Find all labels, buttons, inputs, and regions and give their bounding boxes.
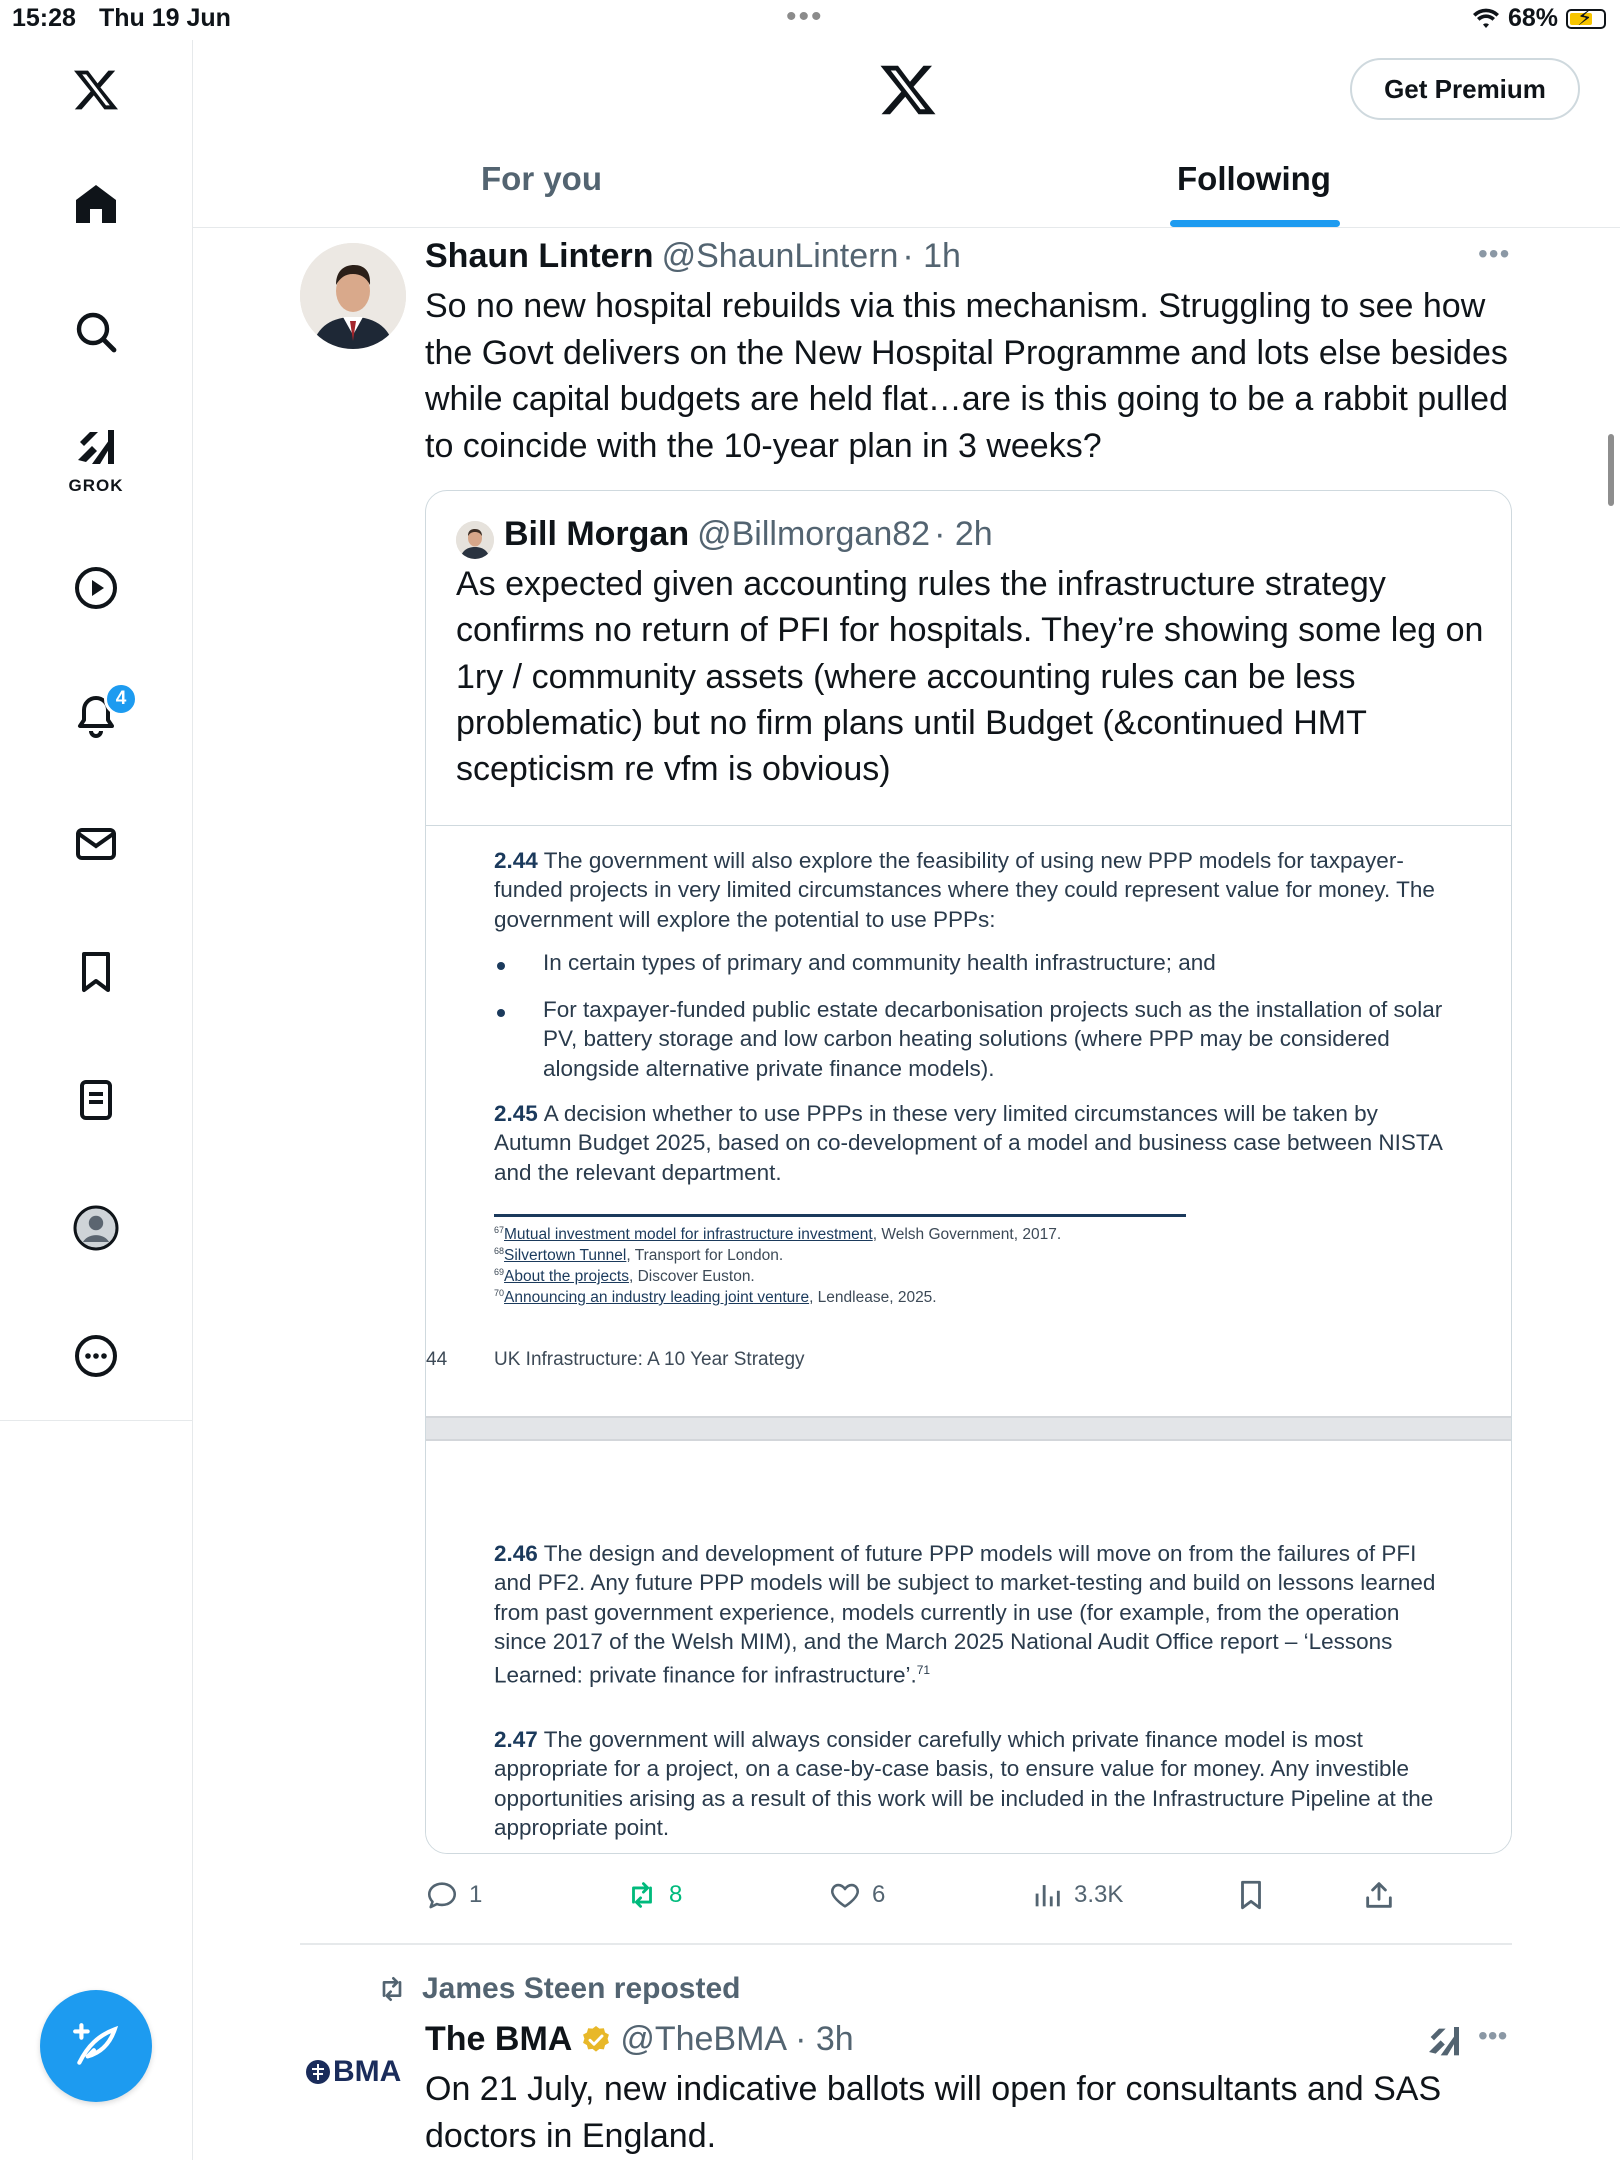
heart-icon	[828, 1878, 862, 1912]
quote-author-avatar[interactable]	[456, 521, 494, 559]
multitasking-dots-icon[interactable]: •••	[786, 0, 824, 33]
bookmarks-icon[interactable]	[66, 942, 126, 1002]
quote-author-line[interactable]	[504, 515, 993, 554]
status-time: 15:28	[12, 4, 76, 32]
repost-icon	[625, 1878, 659, 1912]
post-more-icon[interactable]: •••	[1478, 238, 1511, 269]
doc-footnote: $^{67}$Mutual investment model for infrastructure investment, Welsh Government, 2017.	[494, 1225, 1062, 1244]
feather-plus-icon	[71, 2021, 121, 2071]
quote-author-name[interactable]: Bill Morgan	[504, 515, 690, 553]
messages-envelope-icon[interactable]	[66, 814, 126, 874]
get-premium-button[interactable]: Get Premium	[1350, 58, 1580, 120]
doc-paragraph-2-47: 2.47 The government will always consider carefully which private finance model is most appropriate for a project, on a case-by-case basis, to ensure value for money. Any investible opportunities arising as a result of this work will be included in the Infrastructure Pipeline at the appropriate point.	[494, 1727, 1434, 1840]
grok-explain-icon[interactable]	[1424, 2022, 1464, 2062]
post-more-icon[interactable]: •••	[1478, 2020, 1508, 2051]
bookmark-button[interactable]	[1234, 1875, 1268, 1915]
tweet2-author-name[interactable]: The BMA	[425, 2020, 573, 2058]
quote-text: As expected given accounting rules the infrastructure strategy confirms no return of PFI for hospitals. They’re showing some leg on 1ry / community assets (where accounting rules can be less problematic) but no firm plans until Budget (&continued HMT scepticism re vfm is obvious)	[456, 565, 1484, 789]
status-date: Thu 19 Jun	[99, 4, 231, 32]
post-time[interactable]: · 1h	[902, 237, 961, 275]
status-indicators	[1472, 4, 1606, 33]
wifi-icon	[1472, 8, 1500, 30]
doc-footnote: $^{69}$About the projects, Discover Euston.	[494, 1267, 755, 1286]
doc-footnote-rule	[494, 1214, 1186, 1217]
doc-footnote: $^{70}$Announcing an industry leading joint venture, Lendlease, 2025.	[494, 1288, 937, 1307]
quoted-tweet[interactable]	[425, 490, 1512, 1854]
doc-page-number: 44	[426, 1349, 448, 1370]
author-name[interactable]: Shaun Lintern	[425, 237, 654, 275]
view-count: 3.3K	[1074, 1881, 1124, 1908]
sidebar-divider	[0, 1420, 192, 1421]
battery-charging-icon: ⚡	[1566, 9, 1606, 29]
bookmark-icon	[1234, 1878, 1268, 1912]
tweet2-author-handle[interactable]: @TheBMA	[620, 2020, 788, 2058]
tweet2-time[interactable]: · 3h	[795, 2020, 854, 2058]
author-avatar[interactable]	[300, 243, 406, 349]
like-count: 6	[872, 1881, 886, 1908]
tweet2-text: On 21 July, new indicative ballots will open for consultants and SAS doctors in England.	[425, 2070, 1442, 2155]
reply-bubble-icon	[425, 1878, 459, 1912]
views-chart-icon	[1030, 1878, 1064, 1912]
doc-footnote: $^{68}$Silvertown Tunnel, Transport for London.	[494, 1246, 784, 1265]
x-header-logo-icon[interactable]	[878, 60, 938, 120]
doc-paragraph-2-46: 2.46 The design and development of future PPP models will move on from the failures of PFI and PF2. Any future PPP models will be subject to market-testing and build on lessons learned from past government experience, models currently in use (for example, from the operation since 2017 of the Welsh MIM), and the March 2025 National Audit Office report – ‘Lessons Learned: private finance for infrastructure’.$^{71}$	[494, 1541, 1436, 1688]
share-upload-icon	[1362, 1878, 1396, 1912]
lists-icon[interactable]	[66, 1070, 126, 1130]
doc-bullet	[497, 962, 505, 970]
doc-bullet	[497, 1009, 505, 1017]
reply-button[interactable]	[425, 1875, 482, 1915]
repost-context[interactable]	[376, 1972, 740, 2006]
doc-bullet-1: In certain types of primary and community health infrastructure; and	[543, 950, 1216, 975]
bma-emblem-icon	[305, 2059, 331, 2085]
repost-icon	[376, 1973, 408, 2005]
more-options-icon[interactable]	[66, 1326, 126, 1386]
like-button[interactable]	[828, 1875, 885, 1915]
doc-paragraph-2-45: 2.45 A decision whether to use PPPs in these very limited circumstances will be taken by Autumn Budget 2025, based on co-development of a model and business case between NISTA and the relevant department.	[494, 1101, 1442, 1185]
bma-avatar-logo[interactable]: BMA	[305, 2055, 401, 2089]
tab-for-you[interactable]: For you	[481, 160, 602, 197]
doc-page-title: UK Infrastructure: A 10 Year Strategy	[494, 1349, 805, 1370]
doc-paragraph-2-44: 2.44 The government will also explore the feasibility of using new PPP models for taxpayer-funded projects in very limited circumstances where they could represent value for money. The government will explore the potential to use PPPs:	[494, 848, 1435, 932]
tweet-text: So no new hospital rebuilds via this mechanism. Struggling to see how the Govt delivers on the New Hospital Programme and lots else besides while capital budgets are held flat…are is this going to be a rabbit pulled to coincide with the 10-year plan in 3 weeks?	[425, 287, 1509, 465]
tab-following[interactable]: Following	[1177, 160, 1331, 197]
search-icon[interactable]	[66, 302, 126, 362]
doc-bullet-2: For taxpayer-funded public estate decarbonisation projects such as the installation of solar PV, battery storage and low carbon heating solutions (where PPP may be considered alongside alternative private finance models).	[543, 997, 1443, 1081]
profile-avatar-icon[interactable]	[66, 1198, 126, 1258]
x-logo-icon[interactable]	[66, 60, 126, 120]
quote-author-handle[interactable]: @Billmorgan82	[697, 515, 931, 553]
battery-percent: 68%	[1507, 4, 1558, 32]
tweet2-author-line[interactable]	[425, 2020, 854, 2059]
notification-badge: 4	[104, 682, 138, 716]
quote-document-image[interactable]	[426, 825, 1512, 1854]
scrollbar[interactable]	[1608, 434, 1614, 506]
post-divider	[300, 1943, 1512, 1945]
views-button[interactable]	[1030, 1875, 1123, 1915]
doc-page-break	[426, 1416, 1512, 1441]
home-icon[interactable]	[66, 174, 126, 234]
compose-post-button[interactable]	[40, 1990, 152, 2102]
repost-button[interactable]	[625, 1875, 682, 1915]
verified-gold-badge-icon	[580, 2024, 612, 2056]
grok-label: GROK	[68, 476, 124, 495]
repost-count: 8	[669, 1881, 683, 1908]
grok-icon[interactable]	[66, 418, 126, 478]
active-tab-indicator	[1170, 220, 1340, 227]
tweet-author-line[interactable]	[425, 237, 961, 276]
reposted-by: James Steen reposted	[422, 1972, 741, 2005]
author-handle[interactable]: @ShaunLintern	[661, 237, 899, 275]
video-play-icon[interactable]	[66, 558, 126, 618]
share-button[interactable]	[1362, 1875, 1396, 1915]
reply-count: 1	[469, 1881, 483, 1908]
quote-time[interactable]: · 2h	[934, 515, 993, 553]
header-divider	[192, 227, 1620, 228]
